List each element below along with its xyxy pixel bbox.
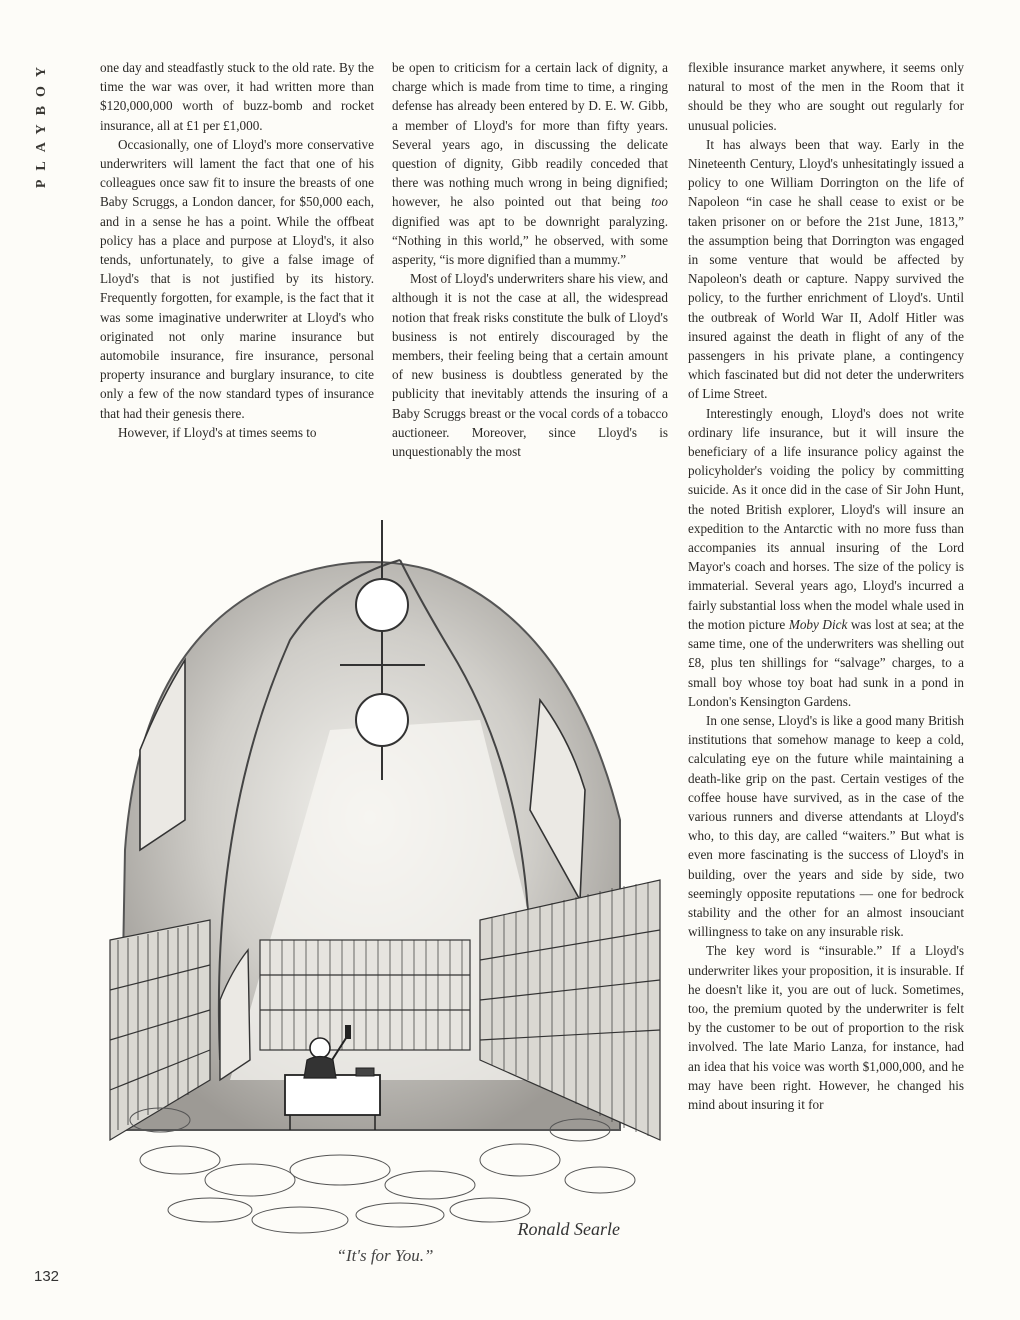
text-run: Interestingly enough, Lloyd's does not write ordinary life insurance, but it will insure the beneficiary of a life insurance policy against the policyholder's voiding the policy by committing suicide. As it once did in the case of Sir John Hunt, the noted British explorer, Lloyd's will insure an expedition to the Antarctic with no more fuss than accompanies its annual insuring of the Lord Mayor's coach and horses. The size of the policy is immaterial. Several years ago, Lloyd's incurred a fairly substantial loss when the model whale used in the motion picture — [688, 405, 964, 632]
cartoon-illustration — [100, 520, 670, 1250]
paragraph: flexible insurance market anywhere, it seems only natural to most of the men in the Room that it should be they who are sought out regularly for unusual policies. — [688, 60, 964, 133]
page-number: 132 — [34, 1268, 60, 1285]
magazine-masthead: PLAYBOY — [34, 58, 49, 189]
artist-signature: Ronald Searle — [517, 1219, 620, 1239]
paragraph: one day and steadfastly stuck to the old rate. By the time the war was over, it had written more than $120,000,000 worth of buzz-bomb and rocket insurance, all at £1 per £1,000. — [100, 60, 374, 133]
text-run: dignified was apt to be downright paralyzing. “Nothing in this world,” he observed, with some asperity, “is more dignified than a mummy.” — [392, 213, 668, 268]
paragraph: Occasionally, one of Lloyd's more conservative underwriters will lament the fact that one of his colleagues once saw fit to insure the breasts of one Baby Scruggs, a London dancer, for $50,000 each, and in a sense he has a point. While the offbeat policy has a place and purpose at Lloyd's, it also tends, unfortunately, to give a false image of Lloyd's that is not justified by its history. Frequently forgotten, for example, is the fact that it was some imaginative underwriter at Lloyd's who originated not only marine insurance but automobile insurance, fire insurance, personal property insurance and burglary insurance, to cite only a few of the now standard types of insurance that had their genesis there. — [100, 136, 374, 421]
paragraph: The key word is “insurable.” If a Lloyd's underwriter likes your proposition, it is insurable. If he doesn't like it, you are out of luck. Sometimes, too, the premium quoted by the underwriter is felt by the customer to be out of proportion to the risk involved. The late Mario Lanza, for instance, had an idea that his voice was worth $1,000,000, and he may have been right. However, he changed his mind about insuring it for — [688, 943, 964, 1112]
text-run: be open to criticism for a certain lack of dignity, a charge which is made from time to time, a ringing defense has already been entered by D. E. W. Gibb, a member of Lloyd's for more than fifty years. Several years ago, in discussing the delicate question of dignity, Gibb readily conceded that there was nothing much wrong in being dignified; however, he also pointed out that being — [392, 60, 668, 210]
italic-text: too — [651, 194, 668, 210]
cartoon-caption: “It's for You.” — [336, 1246, 434, 1265]
bookshelf-back — [260, 940, 470, 1050]
gothic-window — [140, 660, 185, 850]
paragraph: In one sense, Lloyd's is like a good many British institutions that somehow manage to keep a cold, calculating eye on the future while maintaining a death-like grip on the past. Certain vestiges of the coffee house have survived, as in the case of the various runners and diverse attendants at Lloyd's who, to this day, are called “waiters.” But what is even more fascinating is the success of Lloyd's in building, over the years and side by side, two seemingly opposite reputations — one for bedrock stability and the other for an almost insouciant willingness to take on any insurable risk. — [688, 712, 964, 940]
paragraph: However, if Lloyd's at times seems to — [118, 424, 317, 440]
article-column-1 — [100, 58, 374, 498]
text-run: was lost at sea; at the same time, one of the underwriters was shelling out £8, plus ten shillings for “salvage” charges, to a small boy whose toy boat had sunk in a pond in London's Kensington Gardens. — [688, 616, 964, 709]
italic-text: Moby Dick — [788, 616, 848, 632]
paragraph: It has always been that way. Early in the Nineteenth Century, Lloyd's unhesitatingly issued a policy to one William Dorrington on the life of Napoleon “in case he shall cease to exist or be taken prisoner on or before the 21st June, 1813,” the assumption being that Dorrington was engaged in some venture that would be affected by Napoleon's death or capture. Nappy survived the policy, to the further enrichment of Lloyd's. Until the outbreak of World War II, Adolf Hitler was insured against the death in flight of any of the passengers in his private plane, a contingency which fascinated but did not deter the underwriters of Lime Street. — [688, 136, 964, 402]
paragraph — [392, 58, 668, 269]
article-column-2 — [392, 58, 668, 498]
article-column-3 — [688, 58, 964, 1288]
paragraph: Most of Lloyd's underwriters share his view, and although it is not the case at all, the widespread notion that freak risks constitute the bulk of Lloyd's business is not entirely discouraged by the members, their feeling being that a certain amount of new business is doubtless generated by the publicity that inevitably attends the insuring of a Baby Scruggs breast or the vocal cords of a tobacco auctioneer. Moreover, since Lloyd's is unquestionably the most — [392, 271, 668, 460]
paragraph — [688, 404, 964, 711]
